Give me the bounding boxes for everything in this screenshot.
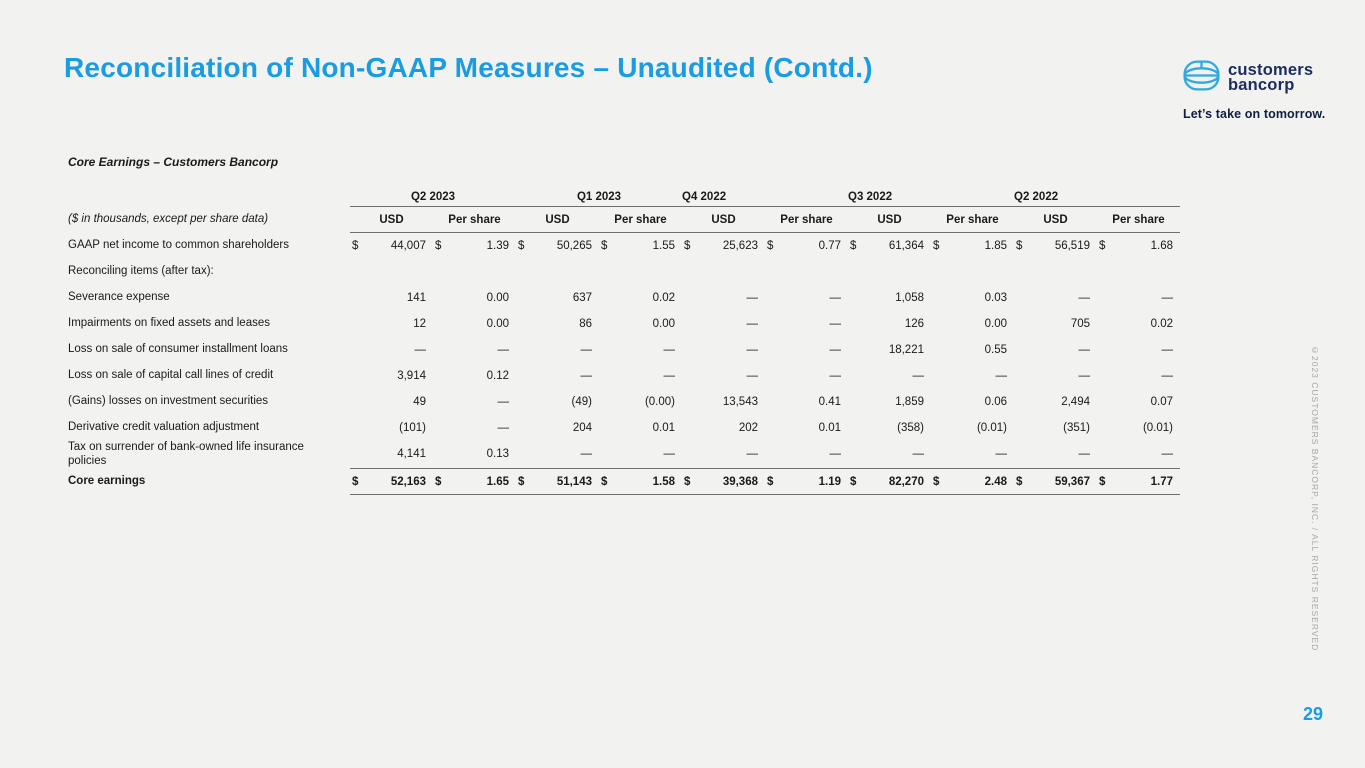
table-row — [68, 285, 1180, 311]
cell-number: 3,914 — [397, 370, 426, 382]
cell-number: 2.48 — [984, 475, 1007, 488]
value-cell — [1097, 476, 1180, 488]
value-cell — [765, 318, 848, 330]
value-cell — [1097, 318, 1180, 330]
value-cell — [931, 448, 1014, 460]
value-cell — [931, 240, 1014, 252]
cell-number: — — [1078, 292, 1090, 304]
column-header-label: USD — [877, 213, 902, 226]
value-cell — [848, 448, 931, 460]
value-cell — [350, 448, 433, 460]
row-values — [350, 233, 1180, 259]
dollar-sign: $ — [684, 475, 691, 488]
value-cell — [599, 318, 682, 330]
cell-number: 44,007 — [390, 240, 426, 252]
cell-number: 1,058 — [895, 292, 924, 304]
row-label: Core earnings — [68, 474, 146, 487]
column-header-label: Per share — [946, 213, 999, 226]
value-cell — [1097, 370, 1180, 382]
cell-number: 0.00 — [652, 318, 675, 330]
table-section-title: Core Earnings – Customers Bancorp — [68, 155, 279, 169]
value-cell — [1097, 396, 1180, 408]
cell-number: 61,364 — [888, 240, 924, 252]
row-label: GAAP net income to common shareholders — [68, 239, 289, 252]
value-cell — [1097, 422, 1180, 434]
cell-number: 1.19 — [818, 475, 841, 488]
value-cell — [848, 476, 931, 488]
cell-number: — — [829, 448, 841, 460]
value-cell — [350, 344, 433, 356]
value-cell — [1097, 448, 1180, 460]
cell-number: 705 — [1070, 318, 1090, 330]
value-cell — [516, 344, 599, 356]
table-row — [68, 311, 1180, 337]
value-cell — [1097, 344, 1180, 356]
value-cell — [599, 448, 682, 460]
cell-number: 1,859 — [895, 396, 924, 408]
value-cell — [1097, 240, 1180, 252]
cell-number: — — [829, 318, 841, 330]
value-cell — [1014, 422, 1097, 434]
cell-number: 50,265 — [556, 240, 592, 252]
cell-number: 0.77 — [818, 240, 841, 252]
cell-number: — — [663, 344, 675, 356]
cell-number: 141 — [406, 292, 426, 304]
column-header-label: USD — [1043, 213, 1068, 226]
cell-number: (0.01) — [1142, 422, 1173, 434]
cell-number: (49) — [571, 396, 592, 408]
row-label: Loss on sale of consumer installment loans — [68, 343, 288, 356]
cell-number: — — [829, 370, 841, 382]
cell-number: 51,143 — [556, 475, 592, 488]
value-cell — [682, 476, 765, 488]
table-row — [68, 337, 1180, 363]
value-cell — [350, 292, 433, 304]
cell-number: 2,494 — [1061, 396, 1090, 408]
cell-number: — — [1078, 344, 1090, 356]
value-cell — [765, 370, 848, 382]
value-cell — [682, 370, 765, 382]
quarter-header-label: Q1 2023 — [576, 191, 622, 203]
cell-number: 0.00 — [486, 292, 509, 304]
value-cell — [848, 422, 931, 434]
page-number: 29 — [1303, 704, 1324, 724]
cell-number: 0.01 — [652, 422, 675, 434]
row-label: Loss on sale of capital call lines of credit — [68, 369, 274, 382]
cell-number: — — [746, 292, 758, 304]
row-values — [350, 415, 1180, 441]
cell-number: 0.02 — [652, 292, 675, 304]
value-cell — [599, 396, 682, 408]
cell-number: 1.65 — [486, 475, 509, 488]
copyright-vertical-text: ©2023 CUSTOMERS BANCORP, INC. / ALL RIGHTS RESERVED — [1310, 345, 1320, 652]
dollar-sign: $ — [933, 240, 940, 252]
dollar-sign: $ — [1099, 240, 1106, 252]
column-header-label: USD — [545, 213, 570, 226]
value-cell — [433, 370, 516, 382]
dollar-sign: $ — [352, 240, 359, 252]
cell-number: — — [580, 344, 592, 356]
cell-number: 202 — [738, 422, 758, 434]
cell-number: (0.01) — [976, 422, 1007, 434]
column-header-label: Per share — [614, 213, 667, 226]
cell-number: — — [497, 344, 509, 356]
cell-number: — — [995, 448, 1007, 460]
cell-number: — — [746, 370, 758, 382]
value-cell — [765, 292, 848, 304]
value-cell — [931, 370, 1014, 382]
cell-number: — — [1161, 370, 1173, 382]
value-cell — [350, 240, 433, 252]
value-cell — [433, 318, 516, 330]
cell-number: 0.02 — [1150, 318, 1173, 330]
cell-number: 0.06 — [984, 396, 1007, 408]
cell-number: 0.12 — [486, 370, 509, 382]
value-cell — [682, 344, 765, 356]
value-cell — [1014, 318, 1097, 330]
dollar-sign: $ — [435, 475, 442, 488]
value-cell — [848, 240, 931, 252]
value-cell — [682, 292, 765, 304]
value-cell — [350, 318, 433, 330]
dollar-sign: $ — [518, 475, 525, 488]
value-cell — [848, 344, 931, 356]
cell-number: — — [829, 344, 841, 356]
value-cell — [765, 344, 848, 356]
value-cell — [599, 344, 682, 356]
logo-wordmark — [1228, 63, 1313, 93]
value-cell — [433, 476, 516, 488]
cell-number: (358) — [897, 422, 924, 434]
cell-number: — — [1161, 448, 1173, 460]
value-cell — [516, 476, 599, 488]
cell-number: 18,221 — [888, 344, 924, 356]
cell-number: — — [497, 422, 509, 434]
cell-number: 0.03 — [984, 292, 1007, 304]
cell-number: — — [1078, 370, 1090, 382]
quarter-header-label: Q2 2023 — [410, 191, 456, 203]
logo-word-2: bancorp — [1228, 76, 1295, 94]
column-header-label: USD — [711, 213, 736, 226]
value-cell — [350, 370, 433, 382]
cell-number: 13,543 — [722, 396, 758, 408]
value-cell — [931, 476, 1014, 488]
value-cell — [599, 370, 682, 382]
dollar-sign: $ — [601, 240, 608, 252]
cell-number: — — [414, 344, 426, 356]
value-cell — [350, 476, 433, 488]
cell-number: 39,368 — [722, 475, 758, 488]
cell-number: — — [1078, 448, 1090, 460]
cell-number: 86 — [579, 318, 592, 330]
table-row — [68, 389, 1180, 415]
row-label: Impairments on fixed assets and leases — [68, 317, 270, 330]
value-cell — [848, 318, 931, 330]
cell-number: 126 — [904, 318, 924, 330]
cell-number: 12 — [413, 318, 426, 330]
quarter-header-row — [68, 189, 1180, 207]
value-cell — [599, 476, 682, 488]
cell-number: — — [580, 370, 592, 382]
value-cell — [599, 292, 682, 304]
customers-bancorp-coin-icon — [1183, 60, 1220, 96]
cell-number: — — [497, 396, 509, 408]
cell-number: (351) — [1063, 422, 1090, 434]
table-row — [68, 259, 1180, 285]
table-row — [68, 233, 1180, 259]
value-cell — [1014, 396, 1097, 408]
table-row — [68, 468, 1180, 495]
value-cell — [433, 344, 516, 356]
quarter-header-label: Q4 2022 — [682, 191, 727, 203]
value-cell — [1014, 240, 1097, 252]
value-cell — [765, 396, 848, 408]
cell-number: — — [912, 370, 924, 382]
dollar-sign: $ — [1016, 240, 1023, 252]
cell-number: 1.58 — [652, 475, 675, 488]
value-cell — [848, 292, 931, 304]
value-cell — [765, 448, 848, 460]
value-cell — [682, 240, 765, 252]
row-label: (Gains) losses on investment securities — [68, 395, 269, 408]
column-header-label: USD — [379, 213, 404, 226]
value-cell — [1014, 370, 1097, 382]
cell-number: — — [663, 448, 675, 460]
row-values — [350, 259, 1180, 285]
core-earnings-table — [68, 189, 1180, 495]
value-cell — [1014, 476, 1097, 488]
value-cell — [599, 422, 682, 434]
cell-number: 0.00 — [486, 318, 509, 330]
value-cell — [765, 422, 848, 434]
dollar-sign: $ — [933, 475, 940, 488]
value-cell — [1014, 344, 1097, 356]
cell-number: 1.55 — [652, 240, 675, 252]
table-row — [68, 441, 1180, 468]
cell-number: 56,519 — [1054, 240, 1090, 252]
dollar-sign: $ — [684, 240, 691, 252]
cell-number: — — [580, 448, 592, 460]
value-cell — [516, 292, 599, 304]
row-label: Reconciling items (after tax): — [68, 265, 214, 278]
value-cell — [516, 370, 599, 382]
dollar-sign: $ — [352, 475, 359, 488]
row-values — [350, 363, 1180, 389]
row-values — [350, 441, 1180, 467]
value-cell — [516, 448, 599, 460]
cell-number: 0.55 — [984, 344, 1007, 356]
column-header-label: Per share — [448, 213, 501, 226]
dollar-sign: $ — [518, 240, 525, 252]
row-label: Derivative credit valuation adjustment — [68, 421, 260, 434]
cell-number: 59,367 — [1054, 475, 1090, 488]
dollar-sign: $ — [601, 475, 608, 488]
cell-number: — — [829, 292, 841, 304]
row-values — [350, 337, 1180, 363]
cell-number: 52,163 — [390, 475, 426, 488]
value-cell — [1014, 292, 1097, 304]
value-cell — [516, 318, 599, 330]
value-cell — [433, 448, 516, 460]
cell-number: 82,270 — [888, 475, 924, 488]
units-note: ($ in thousands, except per share data) — [68, 213, 269, 226]
value-cell — [848, 370, 931, 382]
value-cell — [682, 448, 765, 460]
value-cell — [1097, 292, 1180, 304]
value-cell — [433, 240, 516, 252]
value-cell — [350, 422, 433, 434]
value-cell — [931, 422, 1014, 434]
cell-number: 25,623 — [722, 240, 758, 252]
cell-number: — — [746, 318, 758, 330]
cell-number: 0.41 — [818, 396, 841, 408]
column-header-label: Per share — [780, 213, 833, 226]
value-cell — [682, 422, 765, 434]
cell-number: 0.07 — [1150, 396, 1173, 408]
value-cell — [931, 318, 1014, 330]
dollar-sign: $ — [767, 475, 774, 488]
quarter-header-cells — [350, 189, 1180, 207]
value-cell — [433, 292, 516, 304]
quarter-header-label: Q3 2022 — [848, 191, 893, 203]
cell-number: 1.39 — [486, 240, 509, 252]
cell-number: 0.13 — [486, 448, 509, 460]
dollar-sign: $ — [435, 240, 442, 252]
cell-number: — — [912, 448, 924, 460]
cell-number: — — [746, 448, 758, 460]
row-values — [350, 285, 1180, 311]
cell-number: 637 — [572, 292, 592, 304]
row-values — [350, 311, 1180, 337]
table-body — [68, 233, 1180, 495]
value-cell — [765, 240, 848, 252]
cell-number: 0.01 — [818, 422, 841, 434]
cell-number: 0.00 — [984, 318, 1007, 330]
value-cell — [682, 396, 765, 408]
cell-number: (101) — [399, 422, 426, 434]
value-cell — [516, 240, 599, 252]
value-cell — [931, 396, 1014, 408]
dollar-sign: $ — [1016, 475, 1023, 488]
dollar-sign: $ — [850, 475, 857, 488]
cell-number: — — [995, 370, 1007, 382]
cell-number: 1.68 — [1150, 240, 1173, 252]
cell-number: 1.85 — [984, 240, 1007, 252]
row-values — [350, 468, 1180, 495]
value-cell — [1014, 448, 1097, 460]
value-cell — [599, 240, 682, 252]
value-cell — [931, 344, 1014, 356]
value-cell — [516, 422, 599, 434]
value-cell — [848, 396, 931, 408]
subheader-cells — [350, 207, 1180, 233]
page-title: Reconciliation of Non-GAAP Measures – Unaudited (Contd.) — [64, 52, 873, 83]
column-header-label: Per share — [1112, 213, 1165, 226]
table-row — [68, 415, 1180, 441]
value-cell — [765, 476, 848, 488]
row-values — [350, 389, 1180, 415]
table-row — [68, 363, 1180, 389]
cell-number: 204 — [572, 422, 592, 434]
value-cell — [433, 396, 516, 408]
cell-number: — — [663, 370, 675, 382]
cell-number: — — [1161, 344, 1173, 356]
value-cell — [682, 318, 765, 330]
dollar-sign: $ — [767, 240, 774, 252]
cell-number: 4,141 — [397, 448, 426, 460]
value-cell — [516, 396, 599, 408]
cell-number: — — [1161, 292, 1173, 304]
cell-number: (0.00) — [644, 396, 675, 408]
logo-word-1: customers — [1228, 61, 1314, 79]
row-label: Severance expense — [68, 291, 170, 304]
value-cell — [931, 292, 1014, 304]
row-label: Tax on surrender of bank-owned life insurance policies — [68, 441, 304, 467]
value-cell — [350, 396, 433, 408]
dollar-sign: $ — [1099, 475, 1106, 488]
cell-number: — — [746, 344, 758, 356]
value-cell — [433, 422, 516, 434]
company-logo — [1183, 60, 1328, 121]
cell-number: 1.77 — [1150, 475, 1173, 488]
dollar-sign: $ — [850, 240, 857, 252]
logo-tagline: Let’s take on tomorrow. — [1183, 107, 1326, 121]
cell-number: 49 — [413, 396, 426, 408]
subheader-row — [68, 207, 1180, 233]
quarter-header-label: Q2 2022 — [1014, 191, 1059, 203]
